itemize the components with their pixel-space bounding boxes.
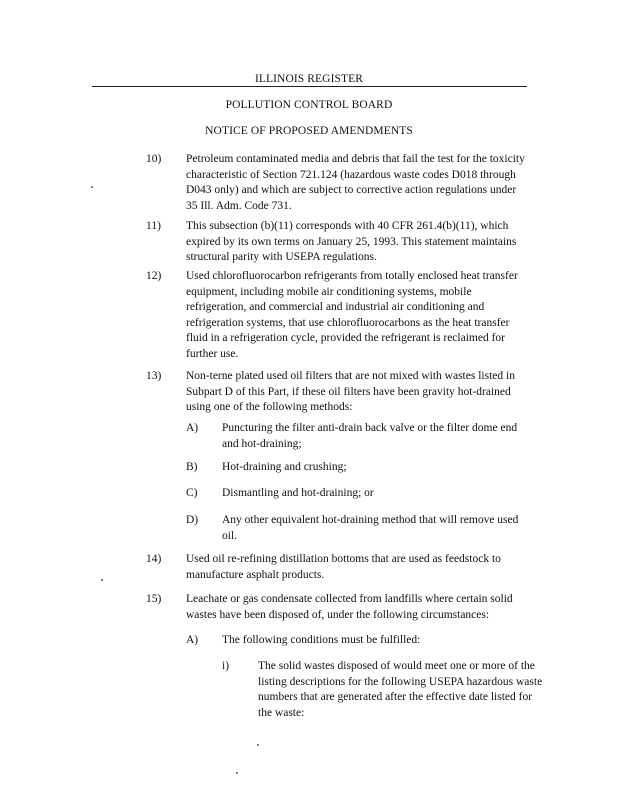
scan-speck [101, 579, 103, 581]
subitem-letter: C) [186, 487, 198, 499]
subitem-text: Hot-draining and crushing; [222, 461, 347, 473]
subsubitem-text: The solid wastes disposed of would meet one or more of the listing descriptions for the following USEPA hazardous waste numbers that are generated after the effective date listed for the waste: [258, 660, 543, 719]
item-number: 13) [146, 370, 162, 382]
item-text: Leachate or gas condensate collected from landfills where certain solid wastes have been disposed of, under the following circumstances: [186, 593, 513, 621]
register-title: ILLINOIS REGISTER [254, 73, 364, 85]
item-text: Petroleum contaminated media and debris that fail the test for the toxicity characteristic of Section 721.124 (hazardous waste codes D018 through D043 only) and which are subject to corrective action regulations under 35 Ill. Adm. Code 731. [186, 153, 525, 212]
item-number: 15) [146, 593, 162, 605]
item-text: Used chlorofluorocarbon refrigerants from totally enclosed heat transfer equipment, including mobile air conditioning systems, mobile refrigeration, and commercial and industrial air conditioning and refrigeration systems, that use chlorofluorocarbons as the heat transfer fluid in a refrigeration cycle, provided the refrigerant is reclaimed for further use. [186, 270, 518, 360]
subitem-letter: D) [186, 514, 199, 526]
item-number: 14) [146, 553, 162, 565]
subitem-text: Puncturing the filter anti-drain back valve or the filter dome end and hot-draining; [222, 422, 518, 450]
scan-speck [236, 772, 238, 774]
subitem-letter: B) [186, 461, 198, 473]
subitem-letter: A) [186, 634, 199, 646]
item-text: This subsection (b)(11) corresponds with 40 CFR 261.4(b)(11), which expired by its own terms on January 25, 1993. This statement maintains structural parity with USEPA regulations. [186, 220, 517, 263]
scan-speck [91, 186, 93, 188]
scan-speck [257, 744, 259, 746]
notice-title: NOTICE OF PROPOSED AMENDMENTS [205, 125, 413, 137]
subitem-text: The following conditions must be fulfilled: [222, 634, 421, 646]
item-text: Used oil re-refining distillation bottoms that are used as feedstock to manufacture asphalt products. [186, 553, 501, 581]
item-text: Non-terne plated used oil filters that are not mixed with wastes listed in Subpart D of this Part, if these oil filters have been gravity hot-drained using one of the following methods: [186, 370, 515, 413]
item-number: 11) [146, 220, 161, 232]
board-title: POLLUTION CONTROL BOARD [225, 99, 393, 111]
header-rule [92, 86, 527, 87]
item-number: 10) [146, 153, 162, 165]
subitem-letter: A) [186, 422, 199, 434]
subitem-text: Any other equivalent hot-draining method that will remove used oil. [222, 514, 519, 542]
item-number: 12) [146, 270, 162, 282]
subitem-text: Dismantling and hot-draining; or [222, 487, 374, 499]
subsubitem-numeral: i) [222, 660, 230, 672]
